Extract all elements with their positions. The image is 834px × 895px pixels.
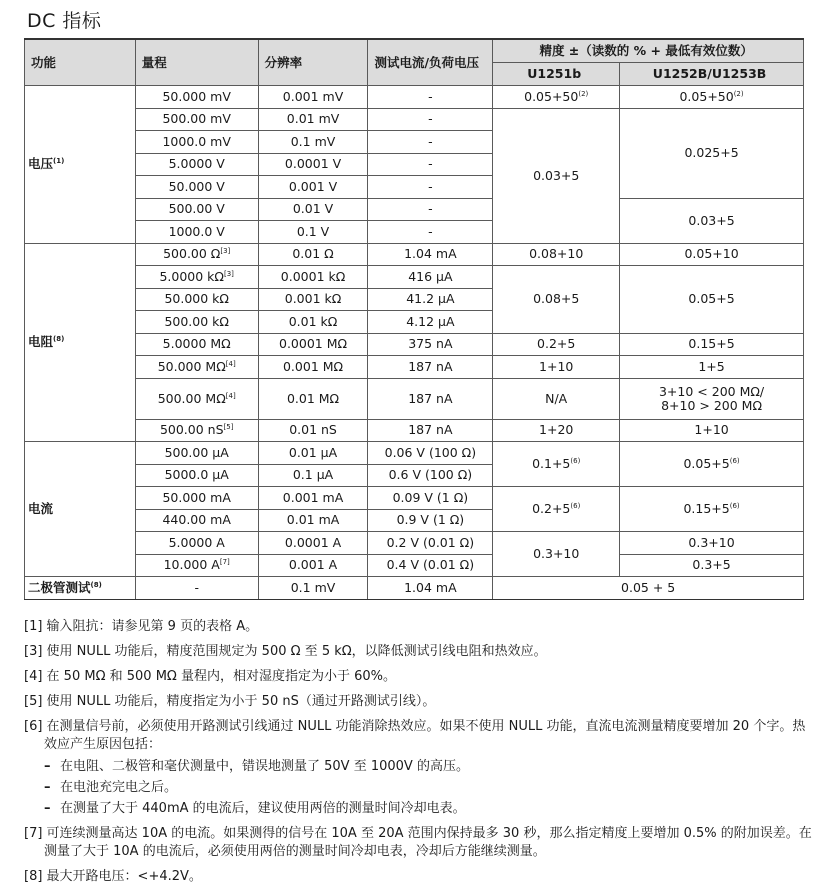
range-cell: 500.00 mV [135, 108, 258, 131]
accuracy-b-cell: 1+10 [620, 419, 804, 442]
table-row [25, 243, 804, 266]
footnote-8: [8] 最大开路电压：<+4.2V。 [24, 869, 202, 884]
accuracy-a-cell: 1+10 [493, 356, 620, 379]
range-cell: 500.00 MΩ[4] [135, 378, 258, 419]
page-title: DC 指标 [27, 10, 102, 32]
range-cell: 500.00 μA [135, 442, 258, 465]
accuracy-b-cell: 0.3+5 [620, 554, 804, 577]
table-row [25, 442, 804, 465]
header-model-a: U1251b [493, 63, 620, 86]
range-cell: 500.00 V [135, 198, 258, 221]
table-row [25, 532, 804, 555]
range-cell: 50.000 mV [135, 86, 258, 109]
footnote-6-bullet: – 在测量了大于 440mA 的电流后，建议使用两倍的测量时间冷却电表。 [44, 801, 466, 816]
test-cell: - [368, 86, 493, 109]
test-cell: 1.04 mA [368, 243, 493, 266]
resolution-cell: 0.1 mV [258, 577, 368, 600]
resolution-cell: 0.1 mV [258, 131, 368, 154]
test-cell: - [368, 176, 493, 199]
range-cell: - [135, 577, 258, 600]
footnote-1: [1] 输入阻抗：请参见第 9 页的表格 A。 [24, 619, 259, 634]
resolution-cell: 0.01 kΩ [258, 311, 368, 334]
range-cell: 5000.0 μA [135, 464, 258, 487]
resolution-cell: 0.001 mA [258, 487, 368, 510]
accuracy-a-cell: $0.2+5^{(6)}$ [493, 487, 620, 532]
resolution-cell: 0.001 A [258, 554, 368, 577]
test-cell: 0.2 V (0.01 Ω) [368, 532, 493, 555]
group-diode: 二极管测试$^{(8)}$ [25, 577, 136, 600]
resolution-cell: 0.001 V [258, 176, 368, 199]
footnotes [24, 618, 814, 893]
accuracy-b-cell: $0.15+5^{(6)}$ [620, 487, 804, 532]
accuracy-b-cell: 3+10 < 200 MΩ/ 8+10 > 200 MΩ [620, 378, 804, 419]
resolution-cell: 0.001 kΩ [258, 288, 368, 311]
table-row [25, 108, 804, 131]
resolution-cell: 0.01 mV [258, 108, 368, 131]
test-cell: - [368, 108, 493, 131]
resolution-cell: 0.01 V [258, 198, 368, 221]
accuracy-a-cell: 0.08+5 [493, 266, 620, 334]
test-cell: 375 nA [368, 333, 493, 356]
resolution-cell: 0.0001 A [258, 532, 368, 555]
test-cell: 187 nA [368, 378, 493, 419]
resolution-cell: 0.01 mA [258, 509, 368, 532]
accuracy-b-cell: 0.03+5 [620, 198, 804, 243]
range-cell: 500.00 Ω[3] [135, 243, 258, 266]
resolution-cell: 0.0001 V [258, 153, 368, 176]
resolution-cell: 0.001 mV [258, 86, 368, 109]
dash-mark: – [44, 801, 51, 816]
table-row [25, 419, 804, 442]
range-cell: 50.000 V [135, 176, 258, 199]
range-cell: 5.0000 V [135, 153, 258, 176]
test-cell: 0.9 V (1 Ω) [368, 509, 493, 532]
table-row [25, 554, 804, 577]
test-cell: 4.12 μA [368, 311, 493, 334]
test-cell: - [368, 131, 493, 154]
range-cell: 1000.0 V [135, 221, 258, 244]
range-cell: 10.000 A[7] [135, 554, 258, 577]
accuracy-a-cell: 0.3+10 [493, 532, 620, 577]
header-resolution: 分辨率 [258, 39, 368, 86]
footnote-5: [5] 使用 NULL 功能后，精度指定为小于 50 nS（通过开路测试引线）。 [24, 694, 436, 709]
table-row [25, 577, 804, 600]
resolution-cell: 0.1 V [258, 221, 368, 244]
test-cell: 0.4 V (0.01 Ω) [368, 554, 493, 577]
accuracy-b-cell: 1+5 [620, 356, 804, 379]
accuracy-b-cell: 0.15+5 [620, 333, 804, 356]
test-cell: 1.04 mA [368, 577, 493, 600]
range-cell: 500.00 kΩ [135, 311, 258, 334]
accuracy-b-cell: 0.05+10 [620, 243, 804, 266]
range-cell: 440.00 mA [135, 509, 258, 532]
footnote-7: [7] 可连续测量高达 10A 的电流。如果测得的信号在 10A 至 20A 范围内保持最多 30 秒，那么指定精度上要增加 0.5% 的附加误差。在测量了大于 10A 的电流后，必须使用两倍的测量时间冷却电表，冷却后方能继续测量。 [24, 826, 812, 859]
table-row [25, 198, 804, 221]
dash-mark: – [44, 759, 51, 774]
accuracy-b-cell: 0.3+10 [620, 532, 804, 555]
test-cell: 416 μA [368, 266, 493, 289]
table-row [25, 487, 804, 510]
resolution-cell: 0.01 μA [258, 442, 368, 465]
footnote-4: [4] 在 50 MΩ 和 500 MΩ 量程内，相对湿度指定为小于 60%。 [24, 669, 397, 684]
table-row [25, 86, 804, 109]
table-row [25, 378, 804, 419]
accuracy-b-cell: 0.025+5 [620, 108, 804, 198]
accuracy-b-cell: $0.05+5^{(6)}$ [620, 442, 804, 487]
range-cell: 50.000 mA [135, 487, 258, 510]
footnote-3: [3] 使用 NULL 功能后，精度范围规定为 500 Ω 至 5 kΩ，以降低测试引线电阻和热效应。 [24, 644, 547, 659]
resolution-cell: 0.01 nS [258, 419, 368, 442]
accuracy-a-cell: $0.05+50^{(2)}$ [493, 86, 620, 109]
table-row [25, 356, 804, 379]
dash-mark: – [44, 780, 51, 795]
range-cell: 5.0000 kΩ[3] [135, 266, 258, 289]
test-cell: 0.09 V (1 Ω) [368, 487, 493, 510]
accuracy-b-cell: $0.05+50^{(2)}$ [620, 86, 804, 109]
range-cell: 500.00 nS[5] [135, 419, 258, 442]
footnote-6-bullet: – 在电池充完电之后。 [44, 780, 178, 795]
test-cell: - [368, 221, 493, 244]
resolution-cell: 0.01 Ω [258, 243, 368, 266]
test-cell: - [368, 198, 493, 221]
accuracy-a-cell: 0.08+10 [493, 243, 620, 266]
accuracy-b-cell: 0.05+5 [620, 266, 804, 334]
table-row [25, 266, 804, 289]
header-model-b: U1252B/U1253B [620, 63, 804, 86]
header-function: 功能 [25, 39, 136, 86]
footnote-6: [6] 在测量信号前，必须使用开路测试引线通过 NULL 功能消除热效应。如果不使用 NULL 功能，直流电流测量精度要增加 20 个字。热效应产生原因包括： [24, 719, 806, 752]
resolution-cell: 0.0001 kΩ [258, 266, 368, 289]
resolution-cell: 0.0001 MΩ [258, 333, 368, 356]
test-cell: 0.06 V (100 Ω) [368, 442, 493, 465]
accuracy-a-cell: 0.03+5 [493, 108, 620, 243]
range-cell: 1000.0 mV [135, 131, 258, 154]
group-resistance: 电阻$^{(8)}$ [25, 243, 136, 442]
resolution-cell: 0.01 MΩ [258, 378, 368, 419]
header-test-current: 测试电流/负荷电压 [368, 39, 493, 86]
accuracy-a-cell: 1+20 [493, 419, 620, 442]
accuracy-a-cell: $0.1+5^{(6)}$ [493, 442, 620, 487]
accuracy-cell: 0.05 + 5 [493, 577, 804, 600]
group-current: 电流 [25, 442, 136, 577]
accuracy-a-cell: 0.2+5 [493, 333, 620, 356]
test-cell: 187 nA [368, 419, 493, 442]
test-cell: 41.2 μA [368, 288, 493, 311]
resolution-cell: 0.001 MΩ [258, 356, 368, 379]
range-cell: 50.000 kΩ [135, 288, 258, 311]
accuracy-a-cell: N/A [493, 378, 620, 419]
test-cell: - [368, 153, 493, 176]
test-cell: 187 nA [368, 356, 493, 379]
header-range: 量程 [135, 39, 258, 86]
header-accuracy: 精度 ±（读数的 % + 最低有效位数） [493, 39, 804, 63]
dc-spec-table [24, 38, 804, 600]
resolution-cell: 0.1 μA [258, 464, 368, 487]
range-cell: 5.0000 MΩ [135, 333, 258, 356]
footnote-6-bullet: – 在电阻、二极管和毫伏测量中，错误地测量了 50V 至 1000V 的高压。 [44, 759, 469, 774]
test-cell: 0.6 V (100 Ω) [368, 464, 493, 487]
range-cell: 50.000 MΩ[4] [135, 356, 258, 379]
table-row [25, 333, 804, 356]
group-voltage: 电压$^{(1)}$ [25, 86, 136, 244]
range-cell: 5.0000 A [135, 532, 258, 555]
